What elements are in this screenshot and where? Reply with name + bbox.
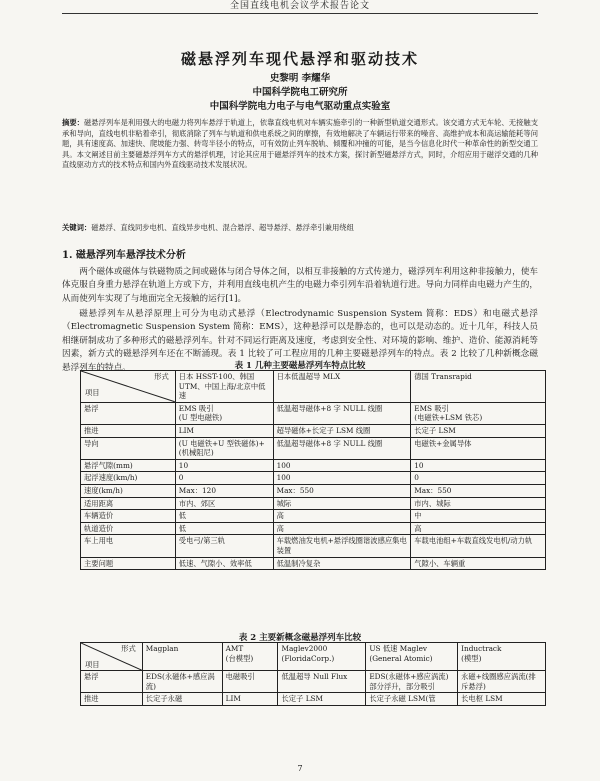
- table1-cell: 10: [175, 459, 273, 472]
- table2-cell: 低温超导 Null Flux: [278, 671, 366, 693]
- section-paragraph-2: 磁悬浮列车从悬浮原理上可分为电动式悬浮（Electrodynamic Suspension System 简称：EDS）和电磁式悬浮（Electromagnetic Suspension System 简称：EMS），这种悬浮可以是静态的，也可以是动态的。近十几年，科技人员相继研制成功了多种形式的磁悬浮列车。针对不同运行距离及速度，考虑到安全性、对环境的影响、维护、造价、能源消耗等因素，新方式的磁悬浮列车还在不断涌现。表 1 比较了可工程应用的几种主要磁悬浮列车的特点。表 2 比较了几种新概念磁悬浮列车的特点。: [62, 309, 538, 373]
- table2-cell: 长定子 LSM: [278, 693, 366, 706]
- abstract-label: 摘要：: [62, 118, 84, 127]
- table2-row: [81, 671, 546, 693]
- table1-cell: 高: [411, 522, 546, 535]
- table2-cell: 长定子永磁: [142, 693, 222, 706]
- table1-cell: 低: [175, 522, 273, 535]
- table1-row-label: 主要问题: [81, 557, 176, 570]
- table1-row-label: 悬浮: [81, 402, 176, 424]
- table1-cell: 电磁铁+金属导体: [411, 437, 546, 459]
- table2-corner-top: 形式: [121, 644, 136, 653]
- table1-row: [81, 402, 546, 424]
- table1-cell: 低温超导磁体+8 字 NULL 线圈: [273, 437, 411, 459]
- table1-row: [81, 437, 546, 459]
- table1-cell: 0: [411, 472, 546, 485]
- table1-cell: 低温制冷复杂: [273, 557, 411, 570]
- table1-cell: 长定子 LSM: [411, 424, 546, 437]
- table1-cell: 城际: [273, 497, 411, 510]
- table1-cell: 0: [175, 472, 273, 485]
- table2-column-header: Inductrack (模型): [458, 643, 546, 671]
- table1-cell: 中: [411, 510, 546, 523]
- header-rule: [62, 13, 538, 14]
- keywords-label: 关键词：: [62, 223, 92, 232]
- table1-body: [81, 371, 546, 570]
- table1-cell: 车载电池组+车载直线发电机/动力轨: [411, 535, 546, 557]
- table2-cell: 电磁吸引: [222, 671, 278, 693]
- table1-row: [81, 522, 546, 535]
- page-number: 7: [297, 764, 303, 773]
- table1-cell: 低温超导磁体+8 字 NULL 线圈: [273, 402, 411, 424]
- table1-cell: 低速、气隙小、效率低: [175, 557, 273, 570]
- table1-cell: 市内、郊区: [175, 497, 273, 510]
- table2-corner-bottom: 项目: [85, 659, 100, 669]
- table1-cell: EMS 吸引 (U 型电磁铁): [175, 402, 273, 424]
- table1-cell: 市内、城际: [411, 497, 546, 510]
- table1-cell: Max：550: [273, 484, 411, 497]
- table1-cell: (U 电磁铁+U 型铁磁体)+(机械阻尼): [175, 437, 273, 459]
- table1-row: [81, 472, 546, 485]
- table1-cell: 低: [175, 510, 273, 523]
- table2-cell: 长电枢 LSM: [458, 693, 546, 706]
- table2-cell: LIM: [222, 693, 278, 706]
- table2-row-label: 推进: [81, 693, 143, 706]
- table1-cell: 高: [273, 522, 411, 535]
- table1-row-label: 起浮速度(km/h): [81, 472, 176, 485]
- table1-row-label: 导向: [81, 437, 176, 459]
- table1-column-header: 日本 HSST-100、韩国 UTM、中国上海/北京中低速: [175, 371, 273, 403]
- table1-cell: EMS 吸引 (电磁铁+LSM 铁芯): [411, 402, 546, 424]
- abstract: [62, 118, 538, 171]
- table2-row-label: 悬浮: [81, 671, 143, 693]
- keywords: [62, 223, 538, 233]
- table1-row-label: 悬浮气隙(mm): [81, 459, 176, 472]
- table1-row-label: 推进: [81, 424, 176, 437]
- table1-cell: LIM: [175, 424, 273, 437]
- table1-corner-cell: [81, 371, 176, 403]
- table1-row: [81, 497, 546, 510]
- table1-cell: 100: [273, 459, 411, 472]
- table1: [80, 370, 546, 570]
- table2-body: [81, 643, 546, 706]
- table1-row-label: 车辆造价: [81, 510, 176, 523]
- table1-row: [81, 535, 546, 557]
- section-heading: 1. 磁悬浮列车悬浮技术分析: [62, 250, 186, 261]
- affiliation-2: 中国科学院电力电子与电气驱动重点实验室: [209, 101, 391, 112]
- table2: [80, 642, 546, 706]
- table1-cell: 车载燃油发电机+悬浮线圈谐波感应集电装置: [273, 535, 411, 557]
- section-paragraph-1: 两个磁体或磁体与铁磁物质之间或磁体与闭合导体之间，以相互非接触的方式传递力，磁浮列车利用这种非接触力，使车体克服自身重力悬浮在轨道上方或下方，并利用直线电机产生的电磁力牵引列车沿着轨道行进。导向力同样由电磁力产生的，从而使列车实现了与地面完全无接触的运行[1]。: [62, 267, 538, 304]
- table2-corner-cell: [81, 643, 143, 671]
- table1-cell: 超导磁体+长定子 LSM 线圈: [273, 424, 411, 437]
- paper-title: 磁悬浮列车现代悬浮和驱动技术: [180, 50, 419, 68]
- table1-cell: Max：550: [411, 484, 546, 497]
- table1-cell: 100: [273, 472, 411, 485]
- table2-cell: 永磁+线圈感应涡流(排斥悬浮): [458, 671, 546, 693]
- table1-column-header: 德国 Transrapid: [411, 371, 546, 403]
- table1-row: [81, 459, 546, 472]
- table1-cell: 10: [411, 459, 546, 472]
- table1-row: [81, 424, 546, 437]
- table2-column-header: Magplan: [142, 643, 222, 671]
- authors: 史黎明 李耀华: [269, 73, 331, 84]
- table1-row: [81, 510, 546, 523]
- affiliation-1: 中国科学院电工研究所: [252, 87, 348, 98]
- table2-row: [81, 693, 546, 706]
- table1-row: [81, 557, 546, 570]
- table2-cell: EDS(永磁体+感应涡流)部分浮升，部分吸引: [366, 671, 458, 693]
- table1-corner-bottom: 项目: [85, 387, 100, 397]
- table2-column-header: Maglev2000 (FloridaCorp.): [278, 643, 366, 671]
- table2-header-row: [81, 643, 546, 671]
- table1-column-header: 日本低温超导 MLX: [273, 371, 411, 403]
- table1-cell: 高: [273, 510, 411, 523]
- table1-cell: 受电弓/第三轨: [175, 535, 273, 557]
- table1-row: [81, 484, 546, 497]
- table2-column-header: AMT (台模型): [222, 643, 278, 671]
- table1-cell: 气隙小、车辆重: [411, 557, 546, 570]
- table1-row-label: 速度(km/h): [81, 484, 176, 497]
- table2-caption: 表 2 主要新概念磁悬浮列车比较: [238, 633, 362, 643]
- table2-column-header: US 低速 Maglev (General Atomic): [366, 643, 458, 671]
- table1-row-label: 轨道造价: [81, 522, 176, 535]
- keywords-text: 磁悬浮、直线同步电机、直线异步电机、混合悬浮、超导悬浮、悬浮牵引兼用绕组: [91, 223, 354, 232]
- table1-row-label: 适用距离: [81, 497, 176, 510]
- table2-cell: EDS(永磁体+感应涡流): [142, 671, 222, 693]
- table1-cell: Max：120: [175, 484, 273, 497]
- table1-header-row: [81, 371, 546, 403]
- table1-caption: 表 1 几种主要磁悬浮列车特点比较: [234, 361, 366, 371]
- table1-corner-top: 形式: [154, 372, 169, 381]
- abstract-text: 磁悬浮列车是利用强大的电磁力将列车悬浮于轨道上，依靠直线电机对车辆实施牵引的一种新型轨道交通形式。该交通方式无车轮、无接触支承和导向，直线电机非粘着牵引，彻底消除了列车与轨道和供电系统之间的摩擦，有效地解决了车辆运行带来的噪音、高维护成本和高运输能耗等问题，具有速度高、加速快、爬坡能力强、转弯半径小的特点，可有效防止列车脱轨、倾覆和冲撞的可能，是当今信息化时代一种革命性的新型交通工具。本文阐述目前主要磁悬浮列车方式的悬浮机理，讨论其应用于磁悬浮列车的技术方案，探讨新型磁悬浮方式，同时，介绍应用于磁浮交通的几种直线驱动方式的技术特点和国内外直线驱动技术发展状况。: [62, 118, 539, 170]
- running-head: 全国直线电机会议学术报告论文: [229, 1, 370, 11]
- table1-row-label: 车上用电: [81, 535, 176, 557]
- table2-cell: 长定子永磁 LSM(管: [366, 693, 458, 706]
